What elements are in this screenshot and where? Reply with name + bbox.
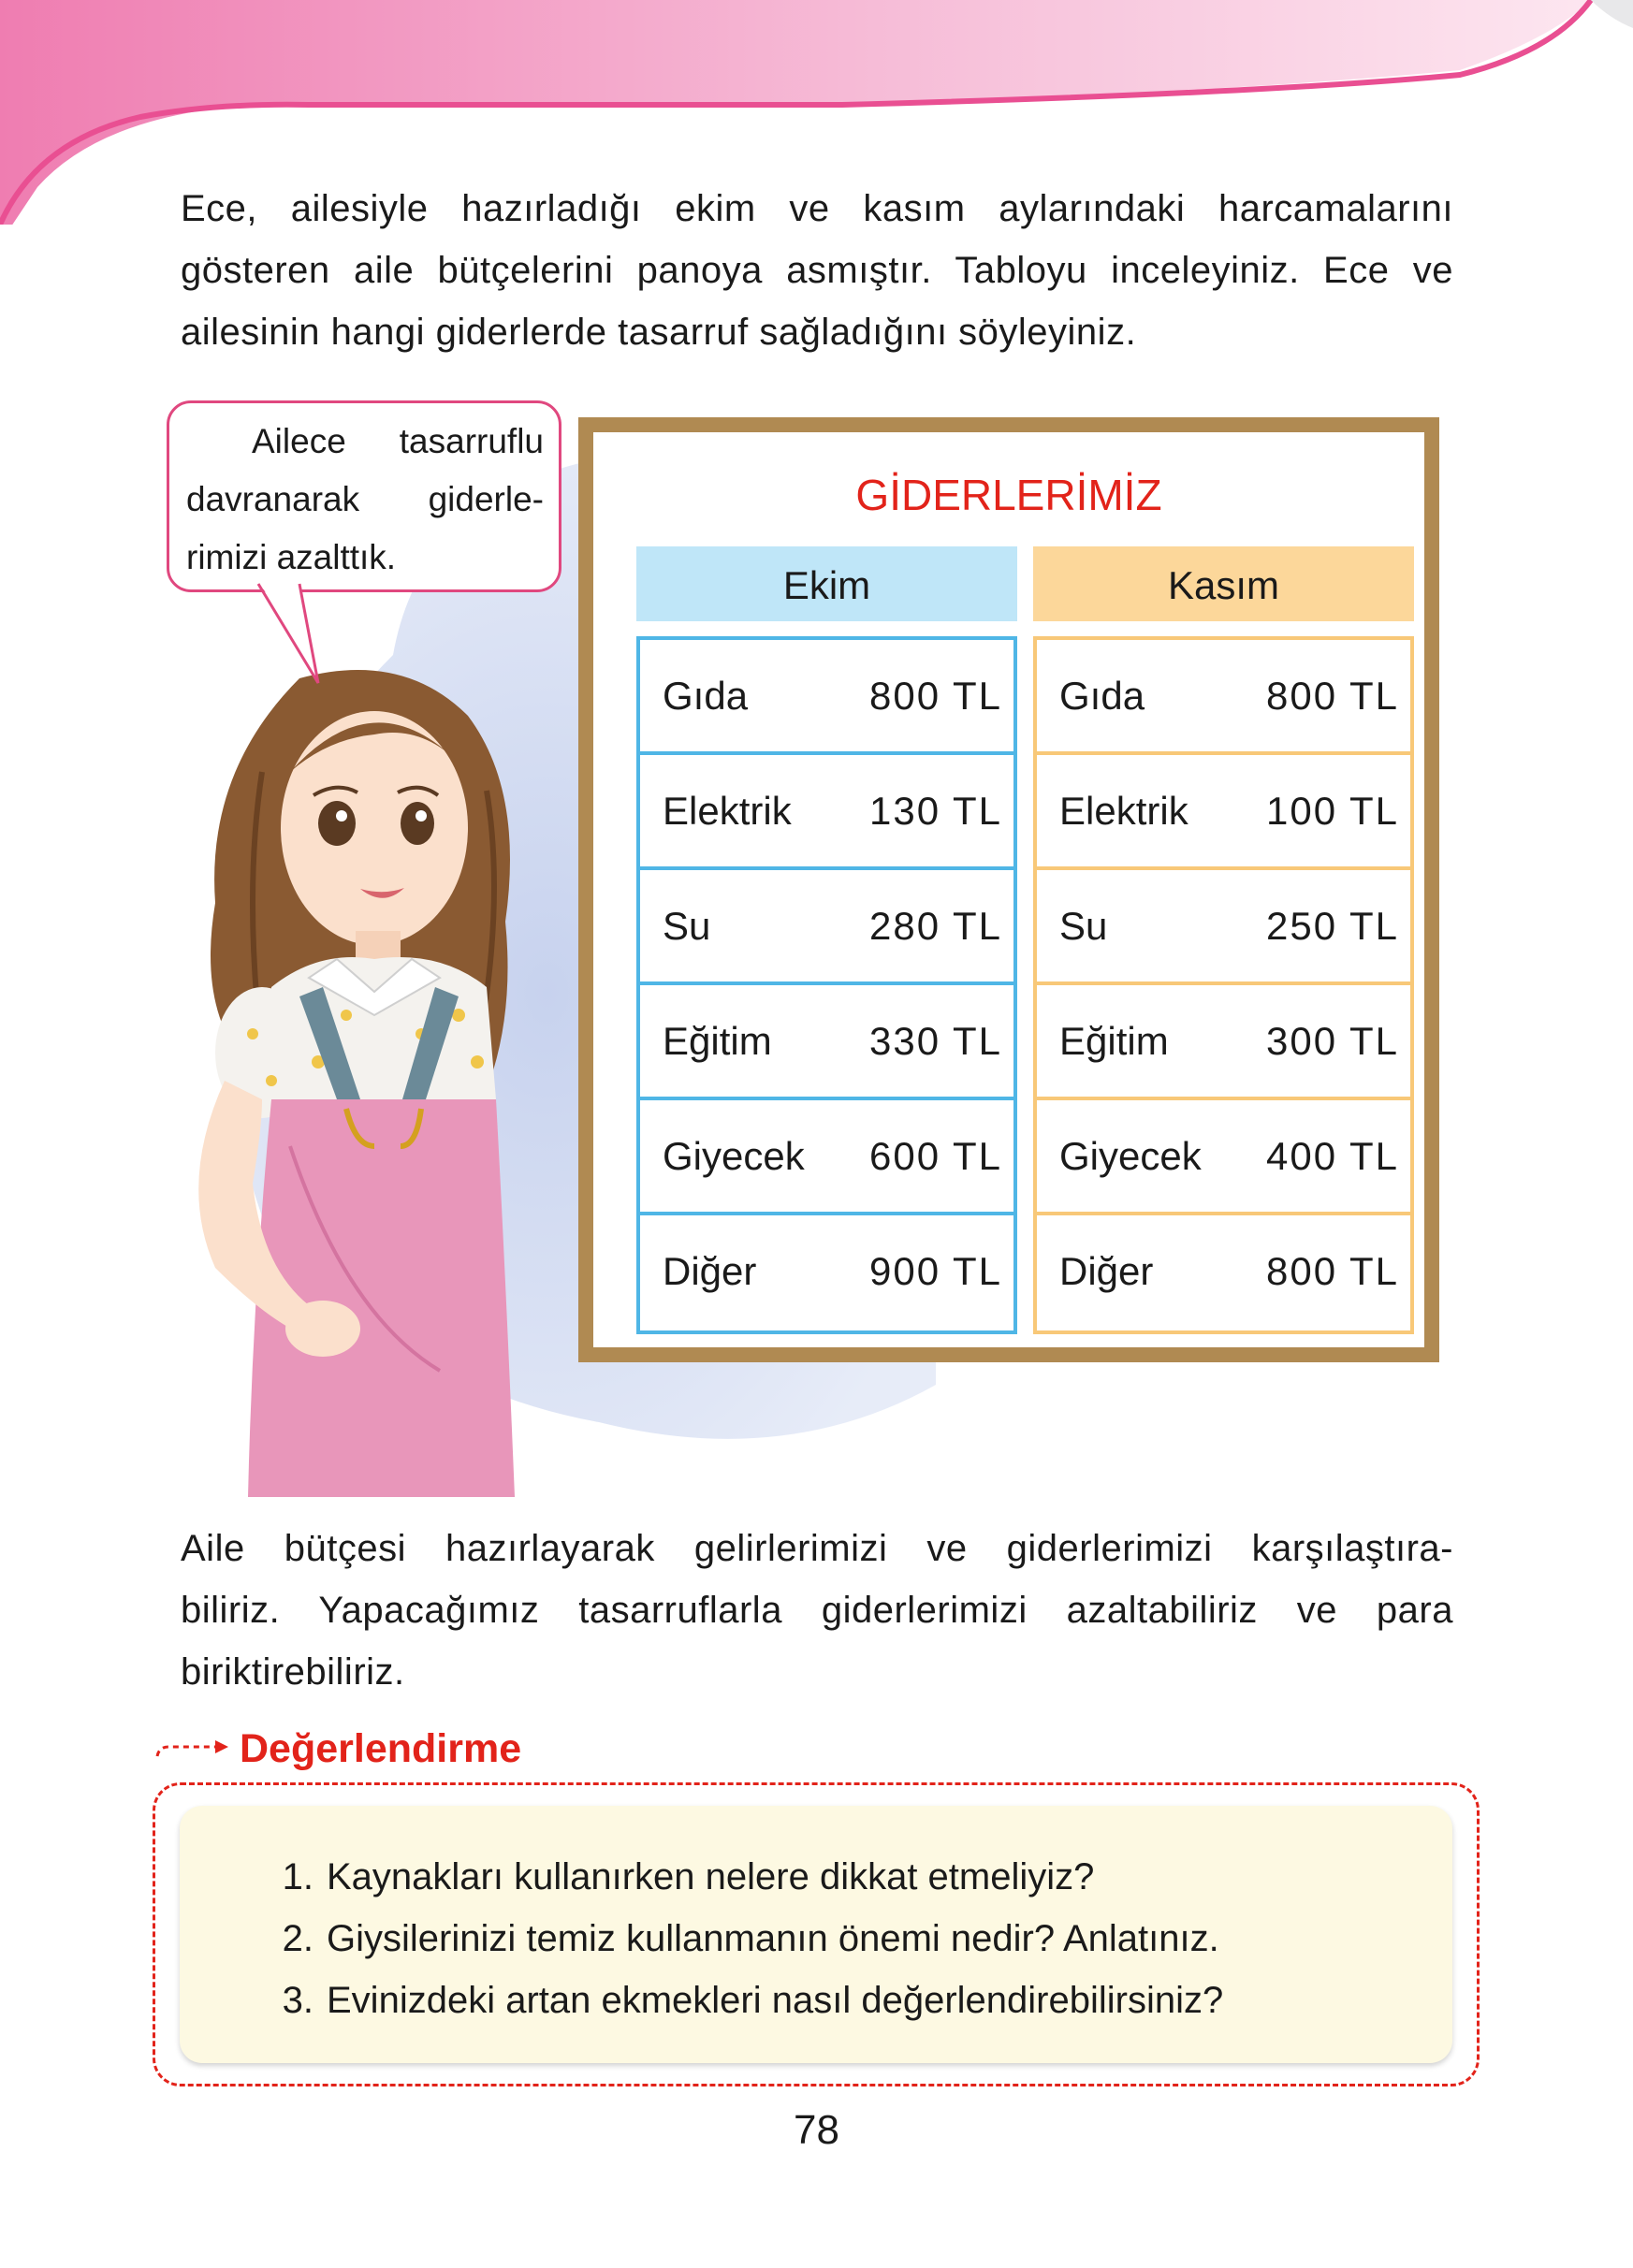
expense-item: Giyecek xyxy=(663,1134,805,1178)
expense-amount: 900 TL xyxy=(869,1249,1002,1293)
intro-line-1: Ece, ailesiyle hazırladığı ekim ve kasım aylarındaki harcamalarını xyxy=(181,188,1453,229)
expense-row xyxy=(640,1100,1013,1215)
question-text: Kaynakları kullanırken nelere dikkat etmeliyiz? xyxy=(327,1856,1095,1897)
expense-item: Su xyxy=(663,904,711,948)
evaluation-box xyxy=(153,1782,1480,2086)
expense-row xyxy=(1037,870,1410,985)
intro-line-3: ailesinin hangi giderlerde tasarruf sağladığını söyleyiniz. xyxy=(181,312,1137,353)
evaluation-heading xyxy=(155,1726,521,1772)
question-list xyxy=(259,1846,1223,2031)
expense-item: Giyecek xyxy=(1059,1134,1202,1178)
question-text: Evinizdeki artan ekmekleri nasıl değerlendirebilirsiniz? xyxy=(327,1980,1224,2021)
intro-paragraph xyxy=(181,178,1453,363)
question-item xyxy=(259,1970,1223,2031)
question-number: 3. xyxy=(282,1980,313,2021)
expense-row xyxy=(640,870,1013,985)
expense-item: Gıda xyxy=(663,674,749,718)
expense-amount: 800 TL xyxy=(1266,674,1399,718)
evaluation-panel xyxy=(180,1806,1452,2063)
budget-board xyxy=(578,417,1439,1362)
expense-item: Gıda xyxy=(1059,674,1145,718)
expense-row xyxy=(640,640,1013,755)
expense-amount: 800 TL xyxy=(1266,1249,1399,1293)
outro-line-1: Aile bütçesi hazırlayarak gelirlerimizi ve giderlerimizi karşılaştıra- xyxy=(181,1528,1453,1569)
question-item xyxy=(259,1846,1223,1908)
expense-amount: 100 TL xyxy=(1266,789,1399,833)
expense-amount: 600 TL xyxy=(869,1134,1002,1178)
expense-amount: 400 TL xyxy=(1266,1134,1399,1178)
expense-amount: 300 TL xyxy=(1266,1019,1399,1063)
outro-line-2: biliriz. Yapacağımız tasarruflarla giderlerimizi azaltabiliriz ve para xyxy=(181,1590,1453,1631)
bubble-line-1: Ailece tasarruflu xyxy=(252,422,544,460)
column-header-ekim: Ekim xyxy=(636,546,1017,621)
expense-amount: 280 TL xyxy=(869,904,1002,948)
budget-board-panel xyxy=(593,432,1424,1347)
expense-row xyxy=(1037,1100,1410,1215)
question-number: 2. xyxy=(282,1918,313,1959)
expense-table-ekim xyxy=(636,636,1017,1334)
expense-amount: 330 TL xyxy=(869,1019,1002,1063)
intro-line-2: gösteren aile bütçelerini panoya asmıştır. Tabloyu inceleyiniz. Ece ve xyxy=(181,250,1453,291)
expense-row xyxy=(1037,985,1410,1100)
expense-item: Eğitim xyxy=(1059,1019,1169,1063)
expense-row xyxy=(1037,1215,1410,1330)
expense-amount: 130 TL xyxy=(869,789,1002,833)
expense-amount: 250 TL xyxy=(1266,904,1399,948)
bubble-line-3: rimizi azalttık. xyxy=(186,538,397,576)
expense-table-kasim xyxy=(1033,636,1414,1334)
expense-item: Elektrik xyxy=(1059,789,1188,833)
column-header-kasim: Kasım xyxy=(1033,546,1414,621)
column-kasim xyxy=(1033,546,1414,1334)
outro-paragraph xyxy=(181,1518,1453,1703)
page-number: 78 xyxy=(794,2107,839,2153)
column-ekim xyxy=(636,546,1017,1334)
expense-row xyxy=(640,1215,1013,1330)
expense-item: Diğer xyxy=(663,1249,757,1293)
speech-bubble-tail xyxy=(251,580,335,692)
expense-item: Eğitim xyxy=(663,1019,772,1063)
expense-amount: 800 TL xyxy=(869,674,1002,718)
expense-row xyxy=(640,755,1013,870)
expense-row xyxy=(1037,755,1410,870)
evaluation-title: Değerlendirme xyxy=(240,1726,522,1771)
expense-row xyxy=(640,985,1013,1100)
expense-item: Su xyxy=(1059,904,1108,948)
question-text: Giysilerinizi temiz kullanmanın önemi nedir? Anlatınız. xyxy=(327,1918,1219,1959)
speech-bubble xyxy=(167,400,561,592)
outro-line-3: biriktirebiliriz. xyxy=(181,1651,405,1693)
board-title: GİDERLERİMİZ xyxy=(855,471,1162,519)
dashed-arrow-icon xyxy=(155,1736,230,1764)
question-number: 1. xyxy=(282,1856,313,1897)
bubble-line-2: davranarak giderle- xyxy=(186,480,544,518)
expense-item: Diğer xyxy=(1059,1249,1154,1293)
expense-item: Elektrik xyxy=(663,789,792,833)
expense-row xyxy=(1037,640,1410,755)
question-item xyxy=(259,1908,1223,1970)
girl-illustration xyxy=(159,660,561,1497)
